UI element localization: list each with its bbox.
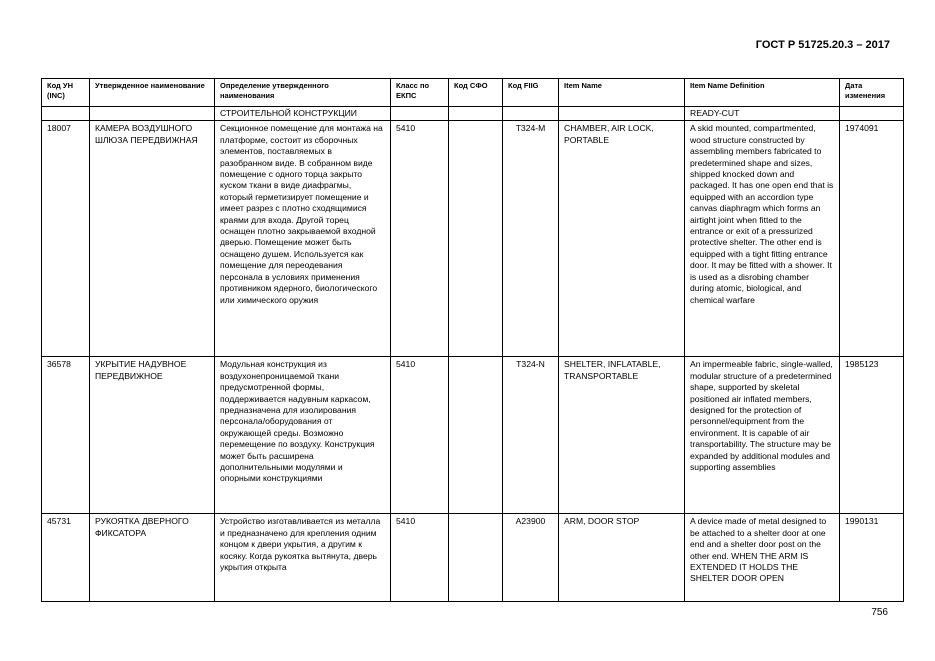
cell-fiig: T324-N [503,357,559,514]
col-header-item-name: Item Name [559,79,685,107]
cell-sfo [449,121,503,357]
cell-item-name: CHAMBER, AIR LOCK, PORTABLE [559,121,685,357]
cell-inc: 18007 [42,121,90,357]
category-continuation-row [42,107,904,121]
cell-name-ru: РУКОЯТКА ДВЕРНОГО ФИКСАТОРА [90,514,215,602]
document-header: ГОСТ Р 51725.20.3 – 2017 [755,39,890,51]
cell-date: 1974091 [840,121,904,357]
table-header-row [42,79,904,107]
cell-name-ru: УКРЫТИЕ НАДУВНОЕ ПЕРЕДВИЖНОЕ [90,357,215,514]
cell-item-def: A skid mounted, compartmented, wood structure constructed by assembling members fabricated to predetermined shape and sizes, shipped knocked down and packaged. It has one open end that is equipped with an accordion type canvas diaphragm which forms an airtight joint when fitted to the entrance or exit of a pressurized protective shelter. The other end is equipped with a tight fitting entrance door. It may be fitted with a shower. It is used as a disrobing chamber during atomic, biological, and chemical warfare [685,121,840,357]
cell-item-def: A device made of metal designed to be attached to a shelter door at one end and a shelter door post on the other end. WHEN THE ARM IS EXTENDED IT HOLDS THE SHELTER DOOR OPEN [685,514,840,602]
items-table [41,78,904,602]
cell-item-name: SHELTER, INFLATABLE, TRANSPORTABLE [559,357,685,514]
cell-ekps: 5410 [391,514,449,602]
cell-def-ru: Секционное помещение для монтажа на платформе, состоит из сборочных элементов, поставляемых в разобранном виде. В собранном виде помещение с одного торца закрыто куском ткани в виде диафрагмы, который герметизирует помещение и имеет разрез с плотно сходящимися краями для входа. Другой торец оснащен плотно закрываемой входной дверью. Помещение может быть оснащено душем. Используется как помещение для переодевания персонала в условиях применения противником ядерного, биологического или химического оружия [215,121,391,357]
col-header-item-def: Item Name Definition [685,79,840,107]
cell-date: 1990131 [840,514,904,602]
category-en: READY-CUT [685,107,840,121]
cell-item-def: An impermeable fabric, single-walled, modular structure of a predetermined shape, supported by skeletal positioned air inflated members, designed for the protection of personnel/equipment from the environment. It is capable of air transportability. The structure may be expanded by additional modules and supporting assemblies [685,357,840,514]
table-row [42,121,904,357]
cell-ekps: 5410 [391,357,449,514]
cell-item-name: ARM, DOOR STOP [559,514,685,602]
col-header-fiig: Код FIIG [503,79,559,107]
cell-def-ru: Модульная конструкция из воздухонепроницаемой ткани предусмотренной формы, поддерживается надувным каркасом, предназначена для изолирования персонала/оборудования от окружающей среды. Возможно перемещение по воздуху. Конструкция может быть расширена дополнительными модулями и опорными конструкциями [215,357,391,514]
cell-inc: 45731 [42,514,90,602]
cell-ekps: 5410 [391,121,449,357]
cell-sfo [449,514,503,602]
cell-date: 1985123 [840,357,904,514]
col-header-def-ru: Определение утвержденного наименования [215,79,391,107]
col-header-sfo: Код СФО [449,79,503,107]
cell-fiig: T324-M [503,121,559,357]
col-header-ekps: Класс по ЕКПС [391,79,449,107]
cell-fiig: A23900 [503,514,559,602]
page-number: 756 [871,607,888,618]
col-header-inc: Код УН (INC) [42,79,90,107]
cell-inc: 36578 [42,357,90,514]
cell-def-ru: Устройство изготавливается из металла и предназначено для крепления одним концом к двери укрытия, а другим к косяку. Когда рукоятка вытянута, дверь укрытия открыта [215,514,391,602]
table-row [42,357,904,514]
col-header-name-ru: Утвержденное наименование [90,79,215,107]
col-header-date: Дата изменения [840,79,904,107]
cell-sfo [449,357,503,514]
category-ru: СТРОИТЕЛЬНОЙ КОНСТРУКЦИИ [215,107,391,121]
cell-name-ru: КАМЕРА ВОЗДУШНОГО ШЛЮЗА ПЕРЕДВИЖНАЯ [90,121,215,357]
table-row [42,514,904,602]
